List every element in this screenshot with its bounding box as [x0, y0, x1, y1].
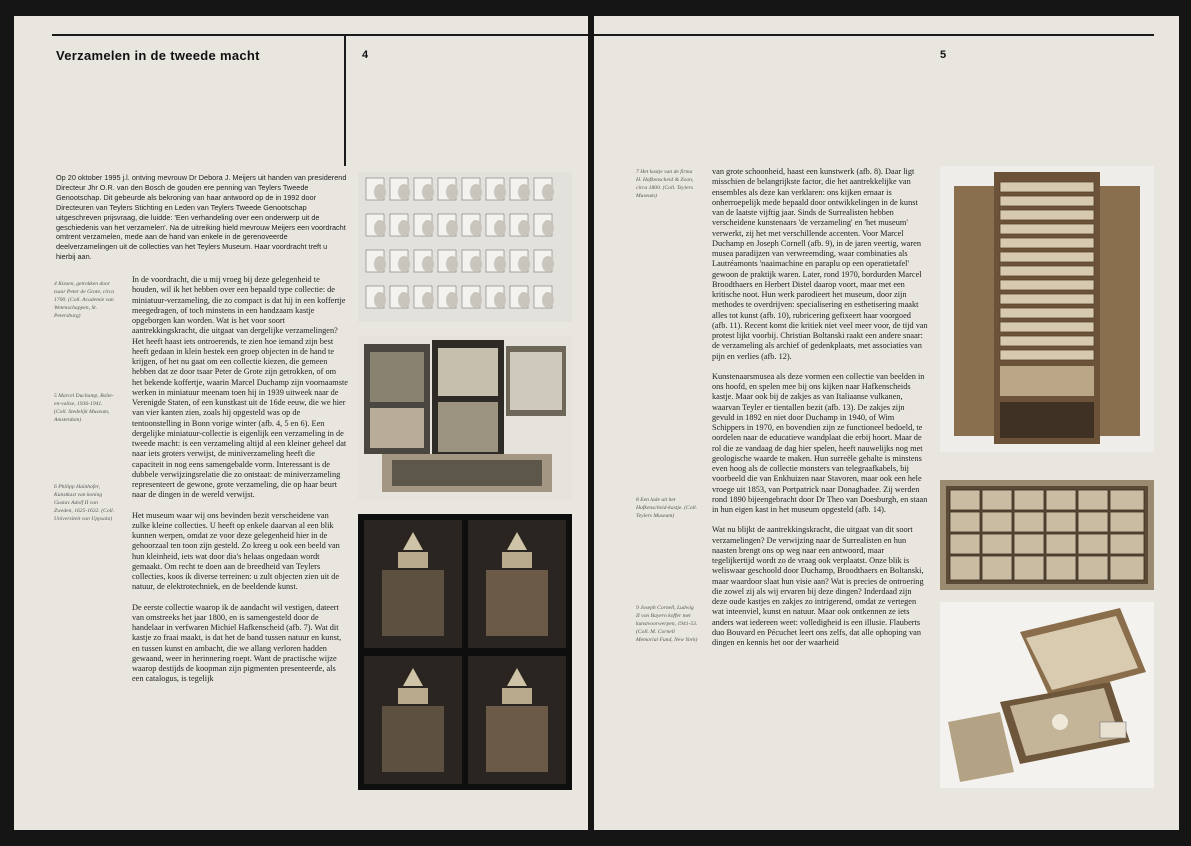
caption-fig-8: 8 Een lade uit het Hafkenscheid-kastje. (Coll. Teylers Museum): [636, 497, 698, 519]
photo-cornell-box: [940, 602, 1154, 788]
photo-drawer: [940, 480, 1154, 590]
top-rule: [52, 34, 588, 36]
paragraph: De eerste collectie waarop ik de aandacht wil vestigen, dateert van omstreeks het jaar 1800, en is samengesteld door de handelaar in verfwaren Michiel Hafkenscheid (afb. 7). Wat dit kastje zo fraai maakt, is dat het de band tussen natuur en kunst, en tussen kunst en ambacht, die we allang verloren hadden gewaand, weer in herinnering roept. Want de practische wijze waarop destijds de koopman zijn pigmenten presenteerde, als een catalogus, is tegelijk: [132, 602, 342, 684]
paragraph: van grote schoonheid, haast een kunstwerk (afb. 8). Daar ligt misschien de belangrijkste factor, die het aantrekkelijke van ensembles als deze kan verklaren: ons kijken ernaar is onherroepelijk mede bepaald door ontwikkelingen in de kunst van de laatste vijftig jaar. Sinds de Surrealisten hebben verscheidene kunstenaars 'de verzameling' en 'het museum' verwerkt, zij het met verschillende accenten. Voor Marcel Duchamp en Joseph Cornell (afb. 9), in de jaren veertig, waren musea paradijzen van verwreemding, waar combinaties als Lautréamonts 'naaimachine en paraplu op een operatietafel' gewoon de praktijk waren. Later, rond 1970, bordurden Marcel Broodthaers en Herbert Distel daarop voort, maar met een kritische noot. Hun werk parodieert het museum, door zijn methodes te overdrijven: specialisering en esthetisering maakt alles tot kunst (afb. 10), rubricering gefixeert haar voorgoed (afb. 11). Recent komt die kritiek niet veel meer voor, de tijd van protest lijkt voorbij. Christian Boltanski raakt een andere snaar: de verzameling als archief of gedenkplaats, met associaties van pijn en verlies (afb. 12).: [712, 167, 928, 361]
paragraph: Het museum waar wij ons bevinden bezit verscheidene van zulke kleine collecties. U heeft op enkele daarvan al een blik kunnen werpen, omdat ze voor deze gelegenheid hier in de gehoorzaal ten toon zijn gesteld. Zo kreeg u ook een beeld van hun kleinheid, iets wat door dia's helaas ongedaan wordt gemaakt. Om recht te doen aan de breedheid van Teylers collecties, koos ik diverse terreinen: u zult objecten zien uit de natuur, de elektrotechniek, en de beeldende kunst.: [132, 510, 340, 592]
paragraph: Wat nu blijkt de aantrekkingskracht, die uitgaat van dit soort verzamelingen? De verwijzing naar de Surrealisten en hun naasten brengt ons op weg naar een antwoord, maar tegelijkertijd wordt zo de vraag ook verplaatst. Onze blik is weliswaar geschoold door Duchamp, Broodthaers en Boltanski, maar waardoor slaat hun visie aan? Wat is precies de ontroering die zowel zij als wij ervaren bij deze dingen? Inderdaad zijn deze oude kastjes en zakjes zo intrigerend, omdat ze vertegen wat inteenviel, kunst en natuur. Maar ook ontkennen ze iets anders wat iedereen weet: volledigheid is een illusie. Flauberts duo Bouvard en Pécuchet leert ons zelfs, dat alle ophoping van dingen en kennis het oor der waarheid: [712, 525, 924, 647]
drawer-graphic: [940, 480, 1154, 590]
photo-teeth-collection: [358, 172, 572, 322]
caption-fig-4: 4 Kiezen, getrokken door tsaar Peter de Grote, circa 1700. (Coll. Academie van Wetenschappen, St. Petersburg): [54, 281, 115, 319]
caption-fig-7: 7 Het kastje van de firma H. Hafkenscheid & Zoon, circa 1800. (Coll. Teylers Museum): [636, 169, 694, 199]
left-page: [14, 16, 588, 830]
page-number-right: 5: [940, 49, 947, 61]
photo-hafkenscheid-cabinet: [940, 166, 1154, 452]
valise-graphic: [358, 336, 572, 500]
caption-fig-6: 6 Philipp Hainhofer, Kunstkast van koning Gustav Adolf II van Zweden, 1625-1632. (Coll. Universiteit van Uppsala): [54, 484, 115, 522]
caption-fig-5: 5 Marcel Duchamp, Boîte-en-valise, 1936-1941. (Coll. Stedelijk Museum, Amsterdam): [54, 393, 114, 423]
photo-boite-en-valise: [358, 336, 572, 500]
photo-kunstkast: [358, 514, 572, 790]
column-rule: [344, 34, 346, 166]
top-rule: [594, 34, 1154, 36]
paragraph: Kunstenaarsmusea als deze vormen een collectie van beelden in ons hoofd, en spelen mee bij ons kijken naar Hafkenscheids kastje. Maar ook bij de zakjes as van Italiaanse vulkanen, waarvan Teyler er tientallen bezit (afb. 13). De zakjes zijn gevuld in 1892 en niet door Duchamp in 1940, of Wim Schippers in 1970, en bovendien zijn ze functioneel bedoeld, te oordelen naar de educatieve wandplaat die erbij hoort. Maar de rol die ze vandaag de dag hier spelen, heeft nauwelijks nog met geologische waarde te maken. Hun surreële gehalte is minstens even hoog als de collectie monsters van telegraafkabels, bij voorbeeld die van Enkhuizen naar Stavoren, maar ook een hele vroege uit 1853, van Portpatrick naar Donaghadee. Zij werden rond 1890 bijeengebracht door Dr Theo van Doesburgh, en staan in hun eigen kast in het museum opgesteld (afb. 14).: [712, 371, 928, 514]
right-page: [594, 16, 1179, 830]
left-body-text: [132, 275, 348, 685]
caption-fig-9: 9 Joseph Cornell, Ludwig II von Bayern koffer met kunstvoorwerpen, 1941-53. (Coll. M. Cornell Memorial Fund, New York): [636, 605, 698, 643]
cabinet-graphic: [940, 166, 1154, 452]
kunstkast-graphic: [358, 514, 572, 790]
cornell-box-graphic: [940, 602, 1154, 788]
teeth-grid-graphic: [358, 172, 572, 322]
spread-title: Verzamelen in de tweede macht: [56, 48, 260, 63]
paragraph: In de voordracht, die u mij vroeg bij deze gelegenheid te houden, wil ik het hebben over een bepaald type collectie: de miniatuur-verzameling, die zo compact is dat hij in een koffertje meegedragen, of toch minstens in een handzaam kastje opgeborgen kan worden. Wat is het voor soort aantrekkingskracht, die uitgaat van dergelijke verzamelingen? Het heeft haast iets ontroerends, te zien hoe iemand zijn best heeft gedaan in klein bestek een groep objecten in de hand te krijgen, of het nu gaat om een collectie kiezen, die gemeen hebben dat ze door tsaar Peter de Grote zijn getrokken, of om het bekende koffertje, waarin Marcel Duchamp zijn voornaamste werken in miniatuur meenam toen hij in 1939 uitweek naar de Verenigde Staten, of een kunstkast uit de 16de eeuw, die we hier van vier kanten zien, zoals hij opgesteld was op de tentoonstelling in Bonn vorige winter (afb. 4, 5 en 6). Een dergelijke miniatuur-collectie is eigenlijk een verzameling in de tweede macht: is een verzameling altijd al een kleiner geheel dat naar iets groters verwijst, de miniverzameling heeft die capaciteit in nog eens samengebalde vorm. Interessant is de dubbele verwijzingsrelatie die zo ontstaat: de miniverzameling representeert de gewone, grote verzameling, die op haar beurt naar de dingen in de wereld verwijst.: [132, 275, 348, 500]
page-number-left: 4: [362, 49, 369, 61]
right-body-text: [712, 167, 928, 648]
intro-paragraph: Op 20 oktober 1995 j.l. ontving mevrouw Dr Debora J. Meijers uit handen van presiderend Directeur Jhr O.R. van den Bosch de gouden ere penning van Teylers Tweede Genootschap. Dit gebeurde als bekroning van haar antwoord op de in 1992 door Directeuren van Teylers Stichting en Leden van Teylers Tweede Genootschap uitgeschreven prijsvraag, die luidde: 'Een verhandeling over een onderwerp uit de geschiedenis van het verzamelen'. Na de uitreiking hield mevrouw Meijers een voordracht omtrent verzamelen, mede aan de hand van enkele in de gerenoveerde deelverzamelingen uit de collecties van het Teylers Museum. Haar voordracht treft u hierbij aan.: [56, 173, 347, 262]
